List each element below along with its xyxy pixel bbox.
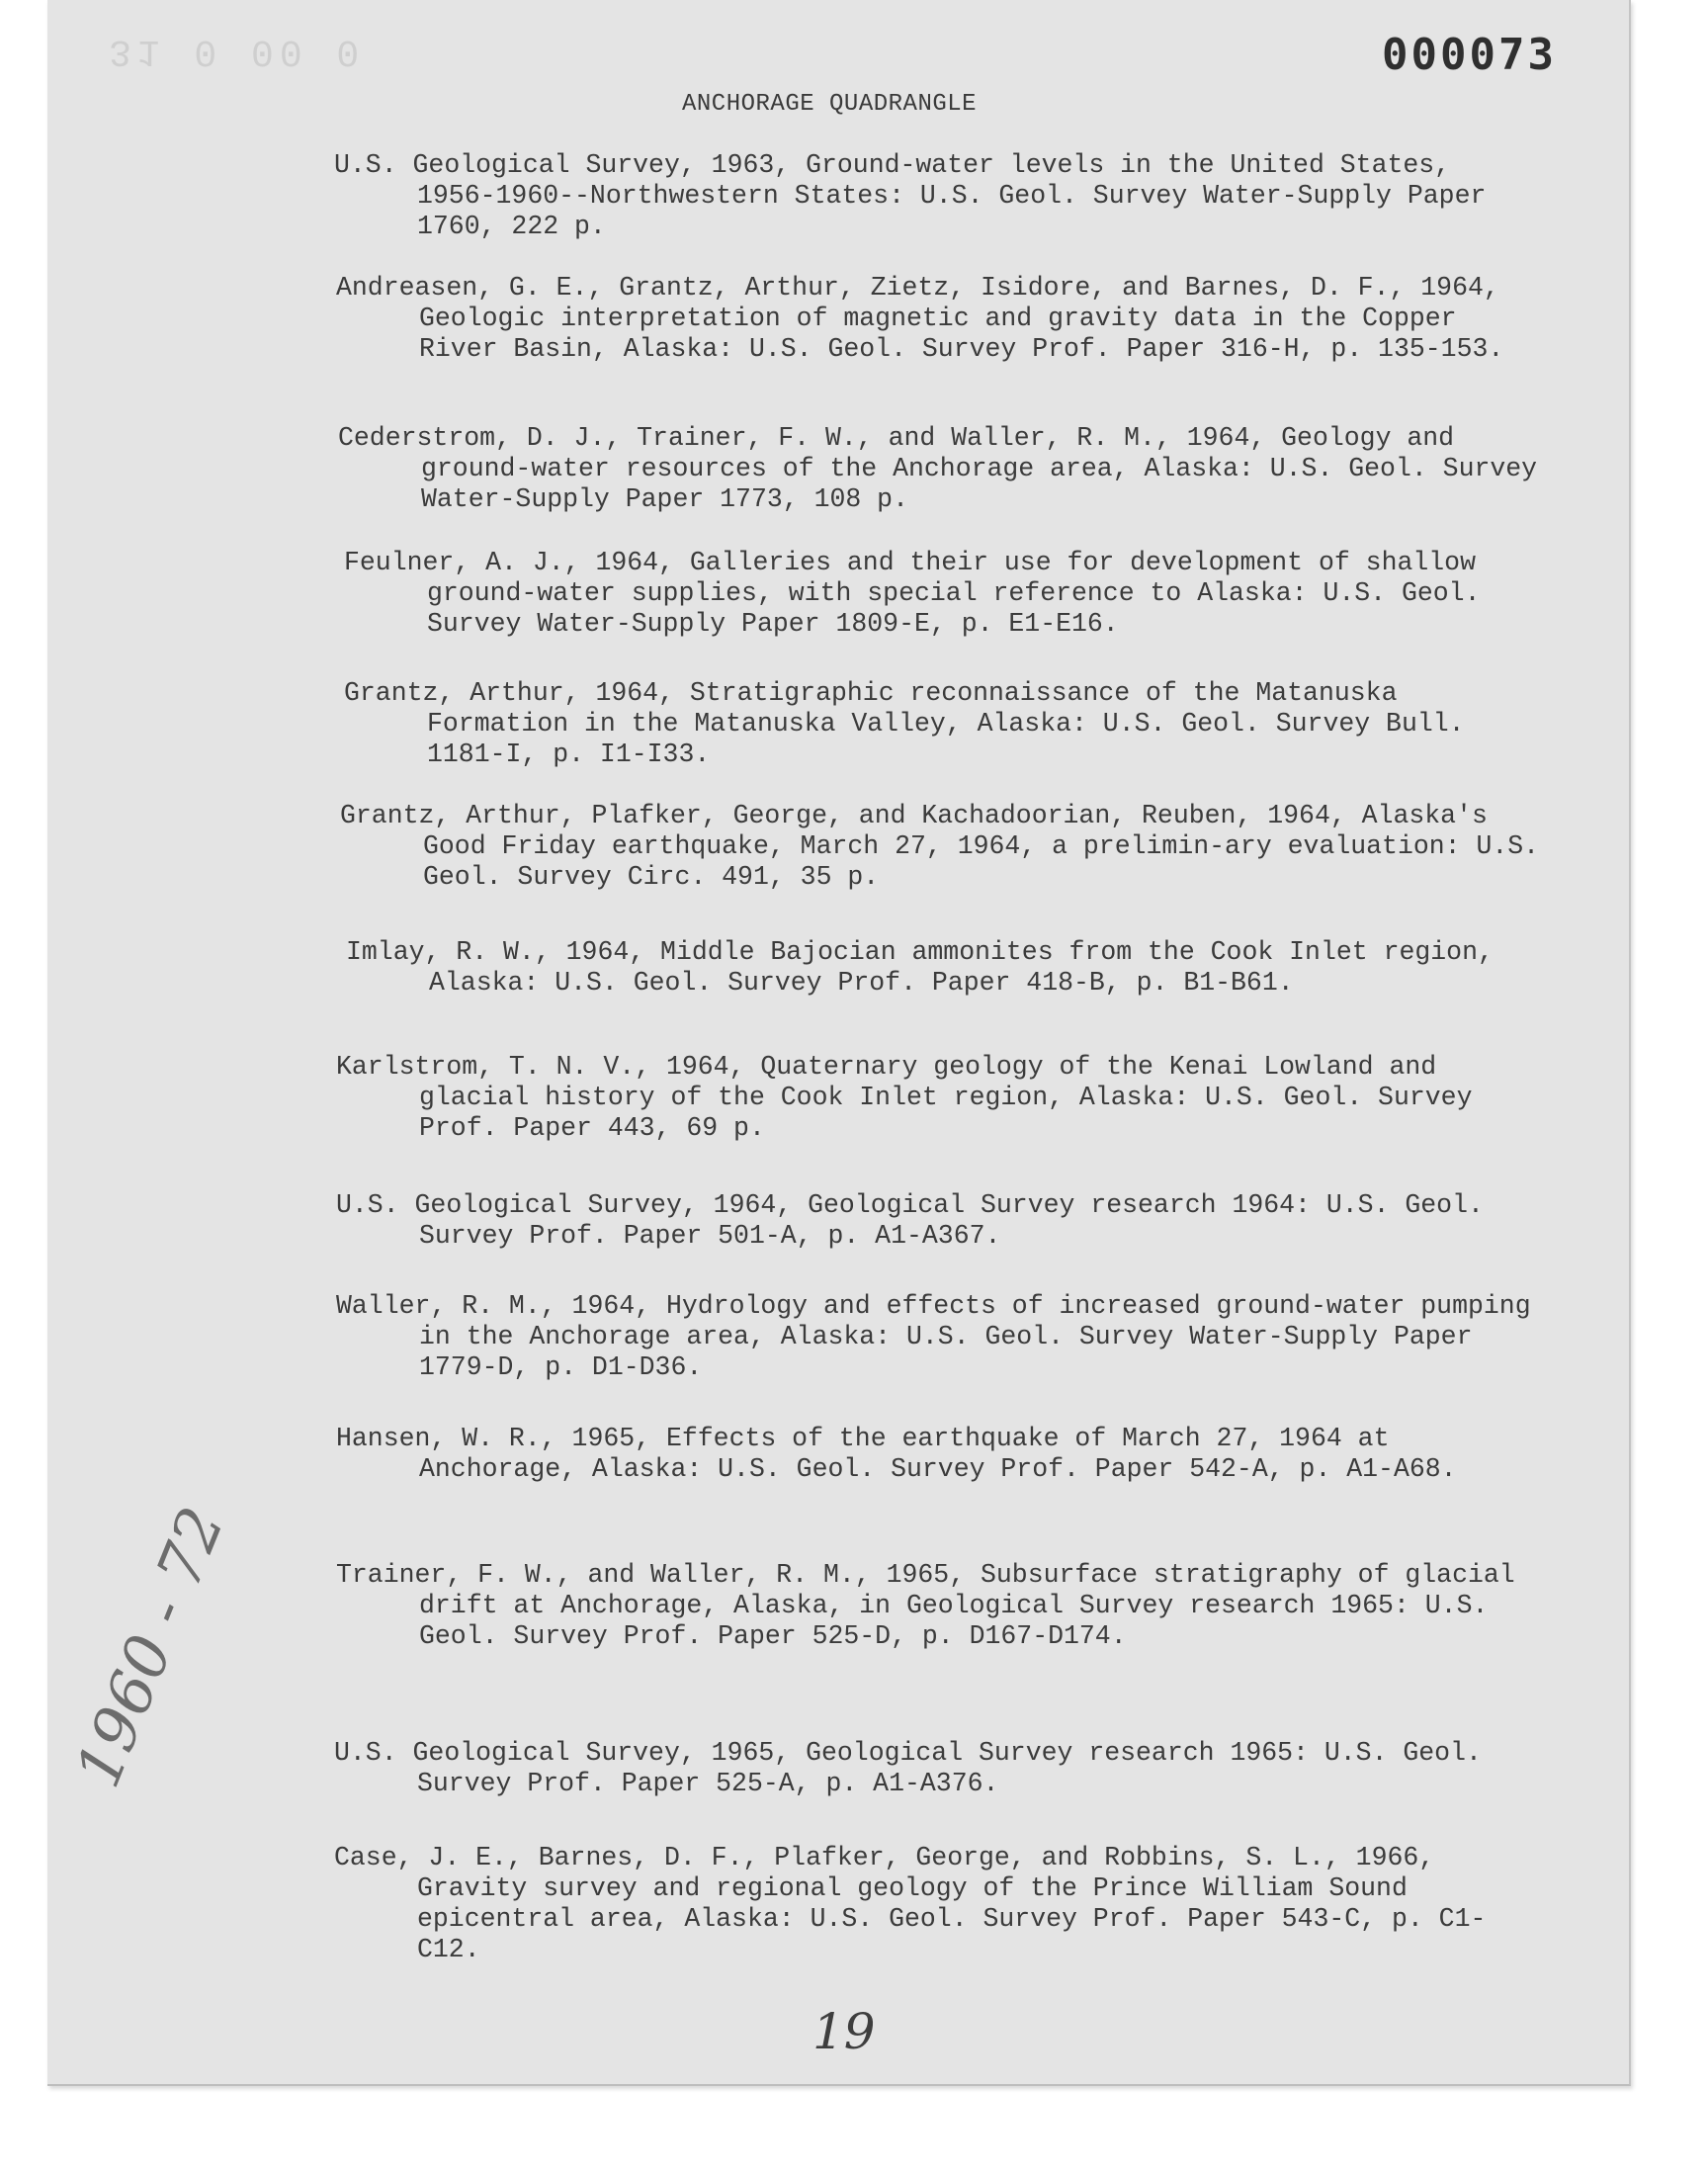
faint-bleedthrough-number: 31 0 00 0 xyxy=(109,30,366,72)
reference-entry: Feulner, A. J., 1964, Galleries and their use for development of shallow ground-water supplies, with special reference to Alaska: U.S. Geol. Survey Water-Supply Paper 1809-E, p. E1-E16. xyxy=(344,548,1481,639)
reference-entry: U.S. Geological Survey, 1963, Ground-water levels in the United States, 1956-1960--Northwestern States: U.S. Geol. Survey Water-Supply Paper 1760, 222 p. xyxy=(334,150,1487,241)
handwritten-annotation: 1960 - 72 xyxy=(61,1497,238,1797)
page-number: 19 xyxy=(812,2003,876,2060)
reference-entry: Cederstrom, D. J., Trainer, F. W., and Waller, R. M., 1964, Geology and ground-water resources of the Anchorage area, Alaska: U.S. Geol. Survey Water-Supply Paper 1773, 108 p. xyxy=(338,423,1538,514)
reference-entry: Grantz, Arthur, Plafker, George, and Kachadoorian, Reuben, 1964, Alaska's Good Friday earthquake, March 27, 1964, a prelimin-ary evaluation: U.S. Geol. Survey Circ. 491, 35 p. xyxy=(340,801,1540,892)
reference-entry: Case, J. E., Barnes, D. F., Plafker, George, and Robbins, S. L., 1966, Gravity survey and regional geology of the Prince William Sound epicentral area, Alaska: U.S. Geol. Survey Prof. Paper 543-C, p. C1-C12. xyxy=(334,1843,1487,1964)
reference-entry: Grantz, Arthur, 1964, Stratigraphic reconnaissance of the Matanuska Formation in the Matanuska Valley, Alaska: U.S. Geol. Survey Bull. 1181-I, p. I1-I33. xyxy=(344,678,1465,769)
reference-entry: Waller, R. M., 1964, Hydrology and effects of increased ground-water pumping in the Anchorage area, Alaska: U.S. Geol. Survey Water-Supply Paper 1779-D, p. D1-D36. xyxy=(336,1291,1531,1382)
reference-entry: Trainer, F. W., and Waller, R. M., 1965, Subsurface stratigraphy of glacial drift at Anchorage, Alaska, in Geological Survey research 1965: U.S. Geol. Survey Prof. Paper 525-D, p. D167-D174. xyxy=(336,1560,1515,1651)
reference-entry: Hansen, W. R., 1965, Effects of the earthquake of March 27, 1964 at Anchorage, Alaska: U.S. Geol. Survey Prof. Paper 542-A, p. A1-A68. xyxy=(336,1424,1457,1484)
reference-entry: U.S. Geological Survey, 1964, Geological Survey research 1964: U.S. Geol. Survey Prof. Paper 501-A, p. A1-A367. xyxy=(336,1190,1484,1251)
reference-entry: Karlstrom, T. N. V., 1964, Quaternary geology of the Kenai Lowland and glacial history of the Cook Inlet region, Alaska: U.S. Geol. Survey Prof. Paper 443, 69 p. xyxy=(336,1052,1473,1143)
page-title: ANCHORAGE QUADRANGLE xyxy=(682,91,978,118)
reference-entry: Andreasen, G. E., Grantz, Arthur, Zietz, Isidore, and Barnes, D. F., 1964, Geologic interpretation of magnetic and gravity data in the Copper River Basin, Alaska: U.S. Geol. Survey Prof. Paper 316-H, p. 135-153. xyxy=(336,273,1504,364)
document-number: 000073 xyxy=(1382,30,1557,80)
reference-entry: U.S. Geological Survey, 1965, Geological Survey research 1965: U.S. Geol. Survey Prof. Paper 525-A, p. A1-A376. xyxy=(334,1738,1482,1798)
reference-entry: Imlay, R. W., 1964, Middle Bajocian ammonites from the Cook Inlet region, Alaska: U.S. Geol. Survey Prof. Paper 418-B, p. B1-B61. xyxy=(346,937,1494,998)
